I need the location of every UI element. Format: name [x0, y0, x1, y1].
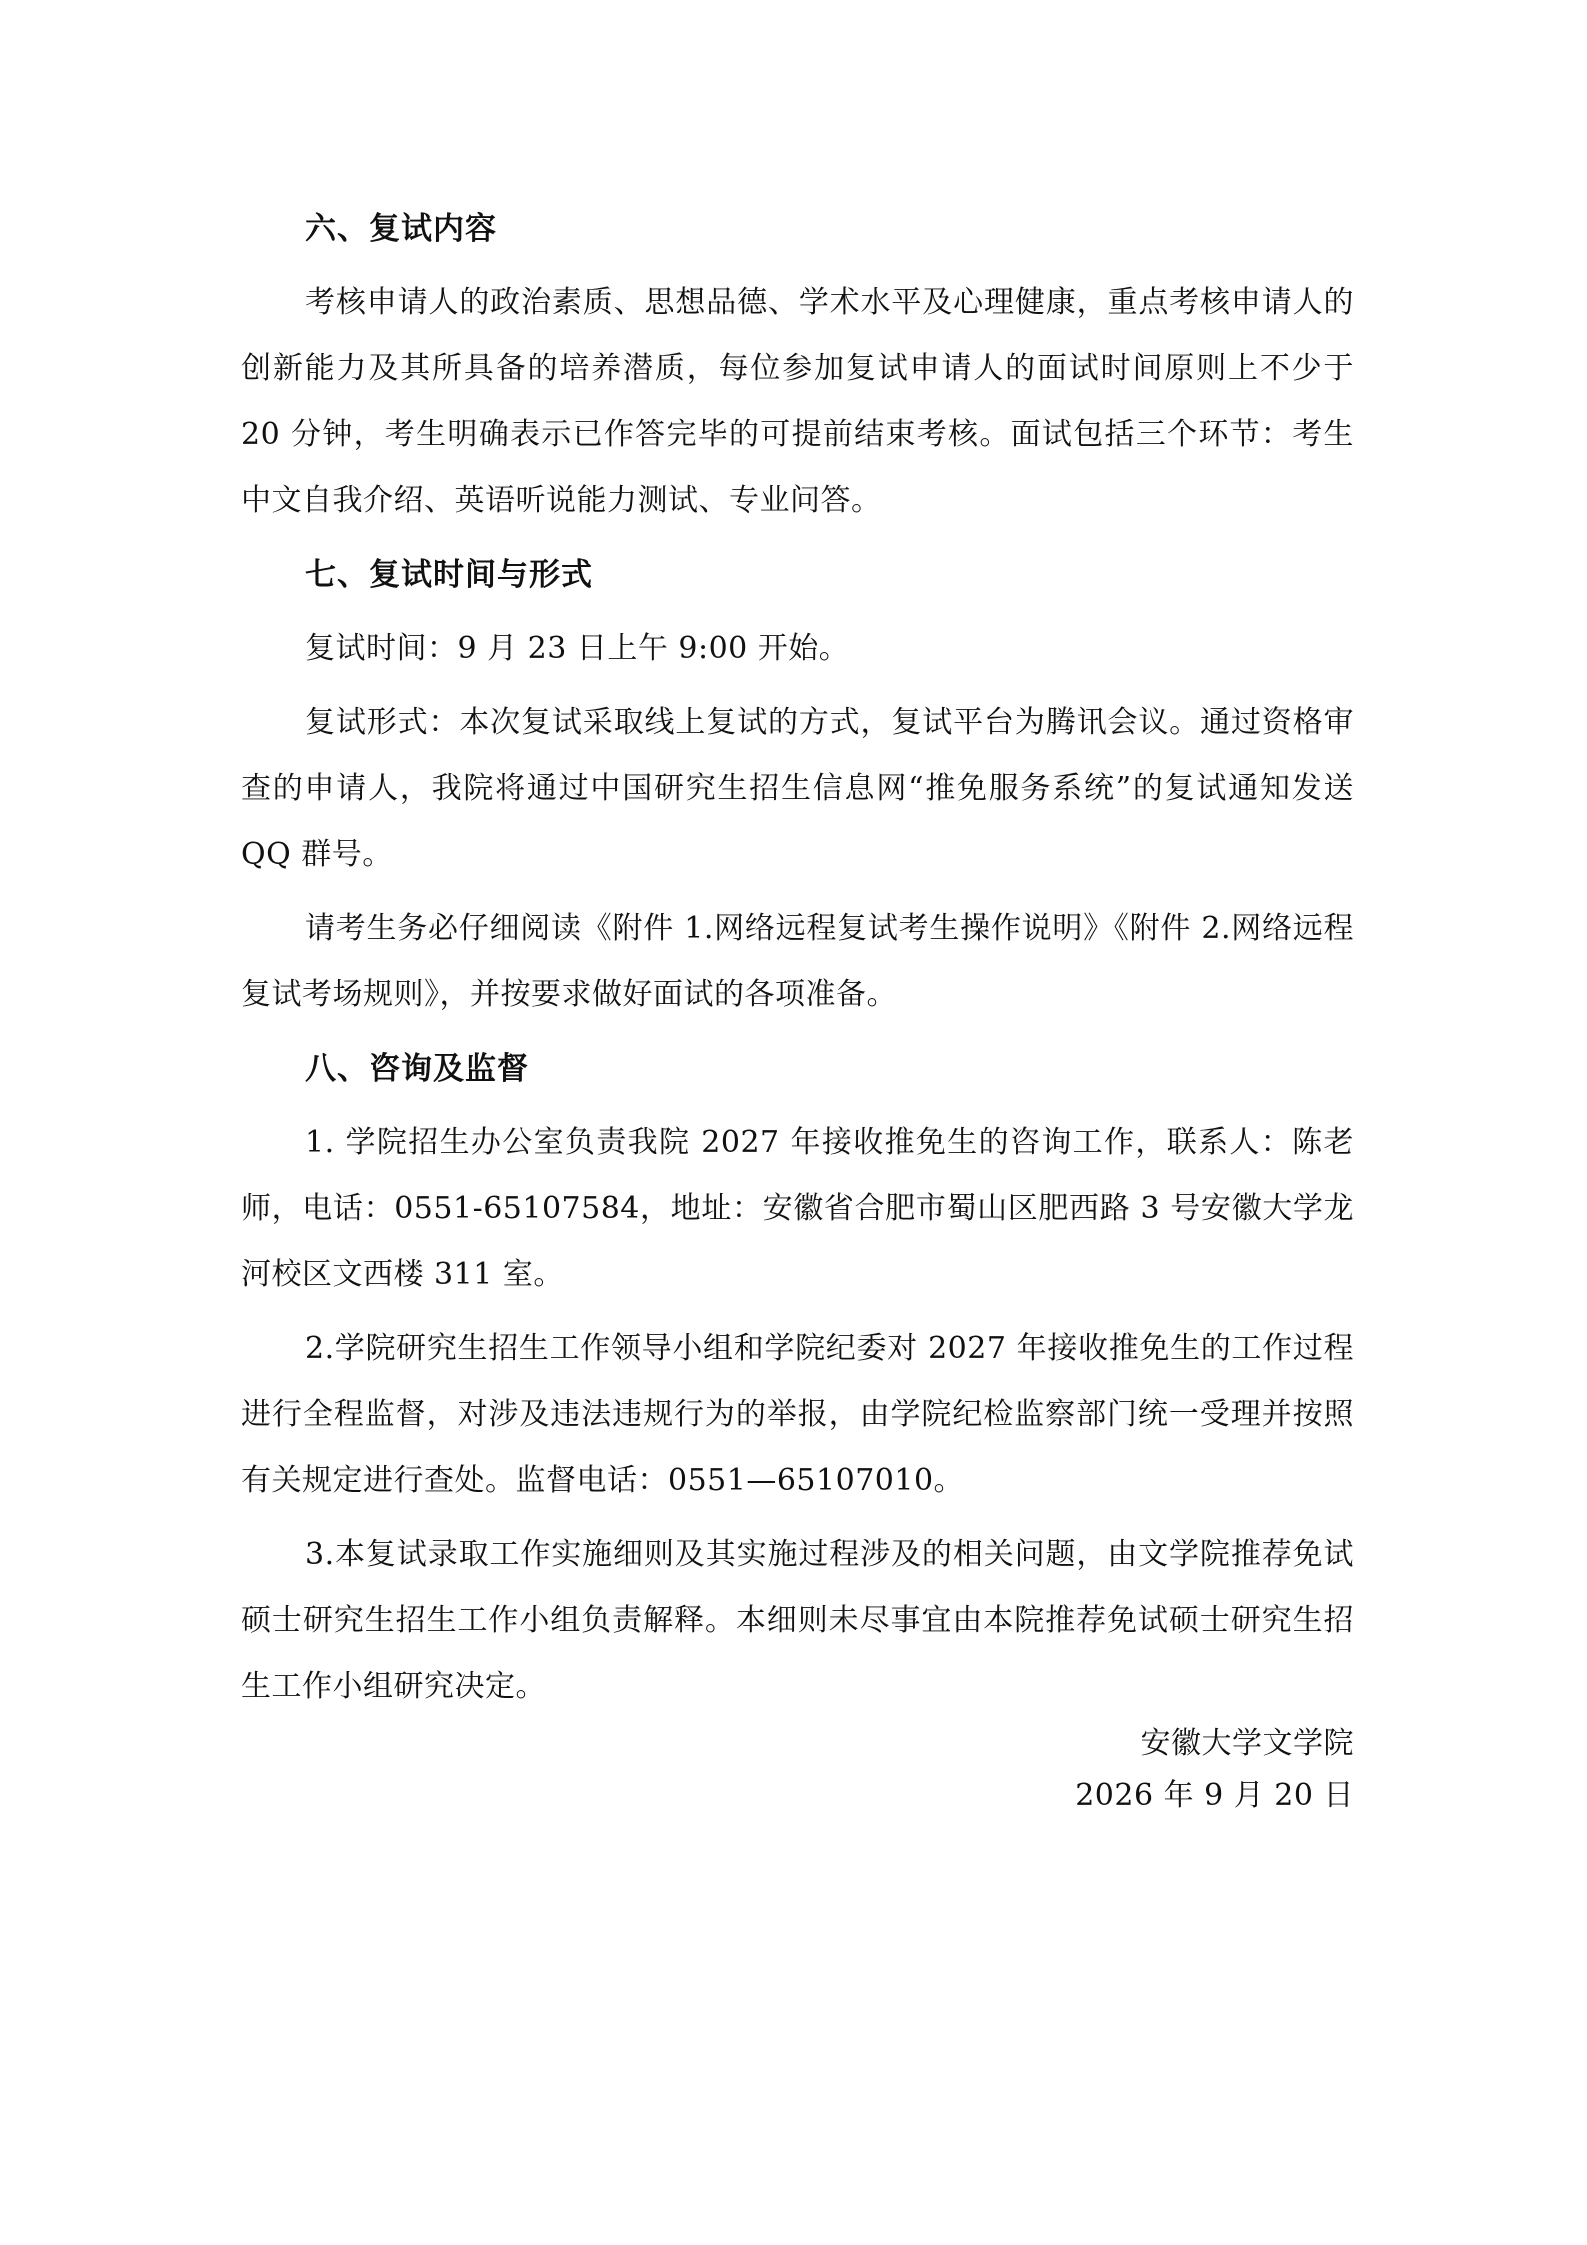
paragraph-attachments-notice: 请考生务必仔细阅读《附件 1.网络远程复试考生操作说明》《附件 2.网络远程复试考场规则》，并按要求做好面试的各项准备。 — [241, 911, 1354, 1012]
paragraph-interview-content: 考核申请人的政治素质、思想品德、学术水平及心理健康，重点考核申请人的创新能力及其所具备的培养潜质，每位参加复试申请人的面试时间原则上不少于 20 分钟，考生明确表示已作答完毕的可提前结束考核。面试包括三个环节：考生中文自我介绍、英语听说能力测试、专业问答。 — [241, 285, 1354, 518]
section-heading-consultation-supervision: 八、咨询及监督 — [305, 1051, 529, 1087]
section-heading-time-and-format: 七、复试时间与形式 — [305, 557, 593, 593]
document-body — [241, 196, 1354, 1728]
paragraph-consultation: 1. 学院招生办公室负责我院 2027 年接收推免生的咨询工作，联系人：陈老师，电话：0551-65107584，地址：安徽省合肥市蜀山区肥西路 3 号安徽大学龙河校区文西楼 311 室。 — [241, 1125, 1354, 1292]
paragraph-interview-format: 复试形式：本次复试采取线上复试的方式，复试平台为腾讯会议。通过资格审查的申请人，我院将通过中国研究生招生信息网“推免服务系统”的复试通知发送 QQ 群号。 — [241, 705, 1354, 872]
signature-date: 2026 年 9 月 20 日 — [1075, 1778, 1354, 1813]
signature-block — [1075, 1718, 1354, 1822]
signature-org: 安徽大学文学院 — [1140, 1726, 1354, 1761]
section-heading-interview-content: 六、复试内容 — [305, 211, 497, 247]
paragraph-supervision: 2.学院研究生招生工作领导小组和学院纪委对 2027 年接收推免生的工作过程进行全程监督，对涉及违法违规行为的举报，由学院纪检监察部门统一受理并按照有关规定进行查处。监督电话：0551—65107010。 — [241, 1331, 1354, 1498]
paragraph-interpretation: 3.本复试录取工作实施细则及其实施过程涉及的相关问题，由文学院推荐免试硕士研究生招生工作小组负责解释。本细则未尽事宜由本院推荐免试硕士研究生招生工作小组研究决定。 — [241, 1537, 1354, 1704]
paragraph-interview-time: 复试时间：9 月 23 日上午 9:00 开始。 — [305, 631, 850, 666]
